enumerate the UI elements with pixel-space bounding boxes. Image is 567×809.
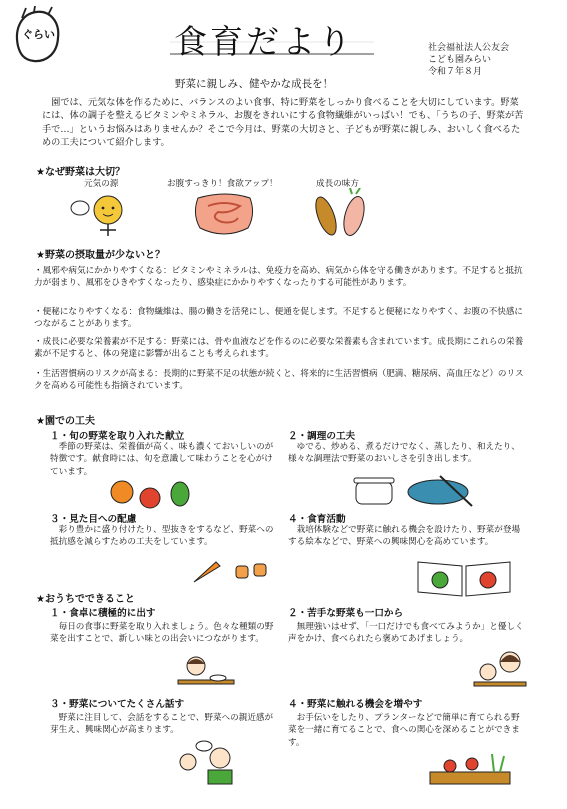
- nursery-heading: ★園での工夫: [36, 416, 95, 427]
- nursery-item-title: １・旬の野菜を取り入れた献立: [50, 431, 185, 442]
- org-name: 社会福祉法人公友会: [428, 43, 510, 53]
- shortage-item: [34, 368, 530, 393]
- home-item-body: 無理強いはせず、「一口だけでも食べてみようか」と優しく声をかけ、食べられたら褒めてあげましょう。: [288, 622, 524, 645]
- logo: [12, 6, 64, 66]
- home-item-body: 毎日の食事に野菜を取り入れましょう。色々な種類の野菜を出すことで、新しい味との出会いにつながります。: [50, 622, 274, 645]
- vegetables-illustration: [300, 188, 390, 244]
- nursery-item-body: 彩り豊かに盛り付けたり、型抜きをするなど、野菜への抵抗感を減らすための工夫をしています。: [50, 525, 274, 548]
- nursery-item-body: 栽培体験などで野菜に触れる機会を設けたり、野菜が登場する絵本などで、野菜への興味関心を高めています。: [288, 525, 521, 548]
- bullet: ・: [34, 266, 43, 276]
- title-text: 食育だより: [174, 22, 354, 61]
- why-item-2: お腹すっきり！食欲アップ！: [167, 179, 278, 189]
- shortage-item: [34, 306, 530, 331]
- page-title: [168, 14, 378, 62]
- bullet: ・: [34, 337, 43, 347]
- shortage-item: [34, 265, 530, 290]
- cooking-pot-illustration: [350, 470, 480, 514]
- shortage-lead: 成長に必要な栄養素が不足する: [42, 337, 163, 347]
- nursery-item-title: ２・調理の工夫: [288, 431, 356, 442]
- home-item-title: １・食卓に積極的に出す: [50, 608, 156, 619]
- bullet: ・: [34, 369, 43, 379]
- shortage-heading: ★野菜の摂取量が少ないと？: [36, 250, 165, 261]
- intestine-illustration: [190, 188, 260, 244]
- shortage-lead: 便秘になりやすくなる: [42, 307, 129, 317]
- family-dining-illustration: [170, 652, 240, 696]
- logo-text: ぐらい: [22, 28, 55, 41]
- home-item-title: ４・野菜に触れる機会を増やす: [288, 699, 423, 710]
- shortage-body: ：食物繊維は、腸の働きを活発にし、便通を促します。不足すると便秘になりやすく、お腹の不快感につながることがあります。: [34, 307, 524, 330]
- planter-illustration: [420, 748, 520, 792]
- bullet: ・: [34, 307, 43, 317]
- shortage-lead: 生活習慣病のリスクが高まる: [42, 369, 155, 379]
- family-talking-illustration: [172, 738, 242, 790]
- why-item-3: 成長の味方: [316, 179, 359, 189]
- subtitle: 野菜に親しみ、健やかな成長を！: [175, 78, 334, 90]
- home-item-title: ２・苦手な野菜も一口から: [288, 608, 404, 619]
- shortage-body: ：ビタミンやミネラルは、免疫力を高め、病気から体を守る働きがあります。不足すると抵抗力が弱まり、風邪をひきやすくなったり、感染症にかかりやすくなったりする可能性があります。: [34, 266, 523, 289]
- nursery-item-title: ３・見た目への配慮: [50, 514, 137, 525]
- nursery-item-body: 季節の野菜は、栄養価が高く、味も濃くておいしいのが特徴です。献食時には、旬を意識して味わうことを心がけています。: [50, 442, 274, 477]
- shortage-body: ：長期的に野菜不足の状態が続くと、将来的に生活習慣病（肥満、糖尿病、高血圧など）のリスクを高める可能性も指摘されています。: [34, 369, 524, 392]
- why-item-1: 元気の源: [84, 179, 119, 189]
- issue-date: 令和７年８月: [428, 67, 483, 77]
- intro-paragraph: 園では、元気な体を作るために、バランスのよい食事、特に野菜をしっかり食べることを大切にしています。野菜には、体の調子を整えるビタミンやミネラル、お腹をきれいにする食物繊維がいっぱい！でも、「うちの子、野菜が苦手で…」というお悩みはありませんか？そこで今月は、野菜の大切さと、子どもが野菜に親しみ、おいしく食べるための工夫について紹介します。: [42, 97, 524, 149]
- shortage-body: ：野菜には、骨や血液などを作るのに必要な栄養素も含まれています。成長期にこれらの栄養素が不足すると、体の発達に影響が出ることも考えられます。: [34, 337, 524, 360]
- nursery-item-body: ゆでる、炒める、煮るだけでなく、蒸したり、和えたり、様々な調理法で野菜のおいしさを引き出します。: [288, 442, 520, 465]
- nursery-name: こども園みらい: [428, 55, 492, 65]
- home-item-body: お手伝いをしたり、プランターなどで簡単に育てられる野菜を一緒に育てることで、食への関心を深めることができます。: [288, 713, 520, 748]
- home-item-title: ３・野菜についてたくさん話す: [50, 699, 185, 710]
- carrot-cutouts-illustration: [190, 556, 280, 592]
- why-heading: ★なぜ野菜は大切？: [36, 167, 125, 178]
- picture-book-illustration: [414, 556, 514, 604]
- nursery-item-title: ４・食育活動: [288, 514, 346, 525]
- home-item-body: 野菜に注目して、会話をすることで、野菜への親近感が芽生え、興味関心が高まります。: [50, 713, 274, 736]
- shortage-lead: 風邪や病気にかかりやすくなる: [42, 266, 163, 276]
- home-heading: ★おうちでできること: [36, 594, 135, 605]
- parent-praising-illustration: [470, 648, 530, 696]
- shortage-item: [34, 336, 530, 361]
- energy-mascot-illustration: [64, 190, 154, 244]
